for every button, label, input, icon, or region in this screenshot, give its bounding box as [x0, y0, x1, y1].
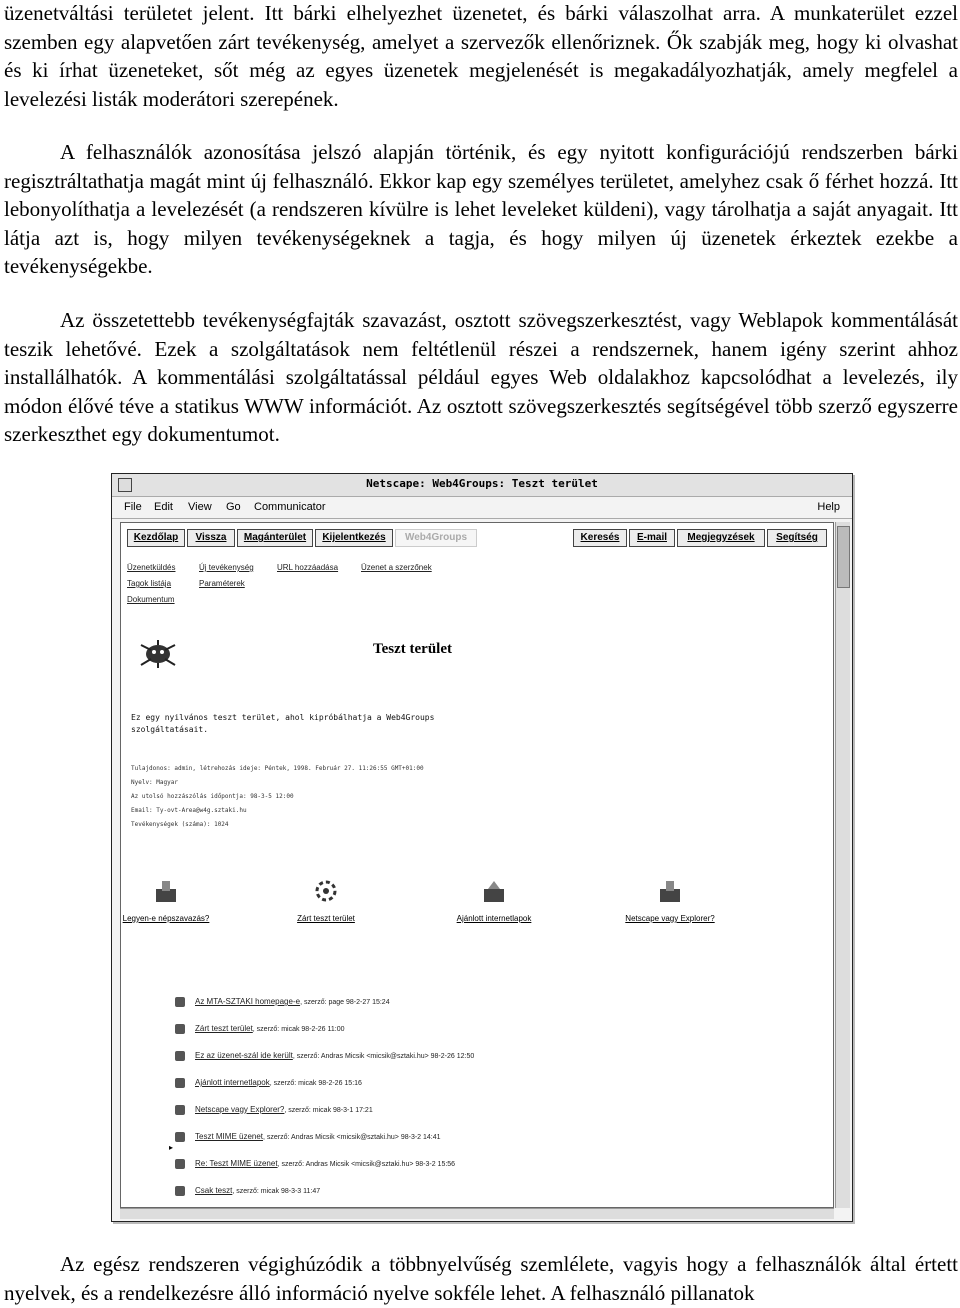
recommended-pages-icon — [480, 879, 508, 903]
nav-back-button: Vissza — [187, 529, 235, 547]
nav-email-button: E-mail — [629, 529, 675, 547]
icon-browser-poll-label: Netscape vagy Explorer? — [625, 914, 715, 923]
window-titlebar — [112, 474, 852, 497]
message-icon — [175, 1078, 185, 1088]
icon-recommended-pages — [419, 879, 569, 923]
meta-last-post: Az utolsó hozzászólás időpontja: 98-3-5 12:00 — [131, 793, 294, 800]
meta-activity-count: Tevékenységek (száma): 1024 — [131, 821, 229, 828]
thread-link: Ez az üzenet-szál ide került — [195, 1051, 293, 1060]
paragraph-4: Az egész rendszeren végighúzódik a többnyelvűség szemlélete, vagyis hogy a felhasználók által értett nyelvek, és a rendelkezésre álló információ nyelve sokféle lehet. A felhasználó pillanatok — [4, 1252, 958, 1305]
thread-link: Ajánlott internetlapok — [195, 1078, 270, 1087]
meta-email: Email: Ty-ovt-Area@w4g.sztaki.hu — [131, 807, 247, 814]
thread-row — [175, 1132, 441, 1142]
menu-communicator: Communicator — [254, 501, 326, 513]
message-icon — [175, 1159, 185, 1169]
thread-meta: , szerző: Andras Micsik <micsik@sztaki.hu> 98-3-2 15:56 — [277, 1161, 456, 1168]
nav-logout-button: Kijelentkezés — [315, 529, 393, 547]
thread-link: Csak teszt — [195, 1186, 233, 1195]
browser-screenshot — [111, 473, 853, 1222]
thread-row — [175, 1159, 455, 1169]
menubar — [112, 498, 852, 519]
sublink-add-url: URL hozzáadása — [277, 563, 339, 572]
thread-meta: , szerző: Andras Micsik <micsik@sztaki.hu> 98-3-2 14:41 — [263, 1134, 441, 1141]
window-title: Netscape: Web4Groups: Teszt terület — [366, 477, 598, 490]
sublink-message-to-author: Üzenet a szerzőnek — [361, 563, 432, 572]
paragraph-1: üzenetváltási területet jelent. Itt bárki elhelyezhet üzenetet, és bárki válaszolhat arra. A munkaterület ezzel szemben egy alapvetően zárt tevékenység, amelyet a szervezők ellenőriznek. Ők szabják meg, hogy ki olvashat és ki írhat üzeneteket, sőt még az egyes üzenetek megjelenését is megakadályozhatják, amely megfelel a levelezési listák moderátori szerepének. — [4, 1, 958, 111]
ballot-box-icon — [152, 879, 180, 903]
icon-browser-poll — [595, 879, 745, 923]
page-heading: Teszt terület — [373, 641, 452, 657]
horizontal-scrollbar — [120, 1208, 834, 1219]
nav-search-button: Keresés — [573, 529, 627, 547]
sublink-new-activity: Új tevékenység — [199, 563, 254, 572]
icon-recommended-pages-label: Ajánlott internetlapok — [456, 914, 532, 923]
thread-row — [175, 997, 390, 1007]
menu-edit: Edit — [154, 501, 173, 513]
message-icon — [175, 997, 185, 1007]
menu-help: Help — [817, 501, 840, 513]
menu-view: View — [188, 501, 212, 513]
nav-private-area-button: Magánterület — [237, 529, 313, 547]
thread-row — [175, 1051, 474, 1061]
icon-vote-label: Legyen-e népszavazás? — [122, 914, 210, 923]
intro-line-2: szolgáltatásait. — [131, 725, 209, 734]
browser-poll-icon — [656, 879, 684, 903]
icon-closed-area-label: Zárt teszt terület — [297, 914, 355, 923]
thread-link: Az MTA-SZTAKI homepage-e — [195, 997, 301, 1006]
thread-link: Zárt teszt terület — [195, 1024, 253, 1033]
thread-meta: , szerző: page 98-2-27 15:24 — [300, 999, 390, 1006]
browser-content — [120, 522, 834, 1208]
thread-meta: , szerző: micak 98-2-26 15:16 — [269, 1080, 362, 1087]
thread-meta: , szerző: micak 98-3-1 17:21 — [284, 1107, 373, 1114]
message-icon — [175, 1186, 185, 1196]
nav-web4groups-button: Web4Groups — [395, 529, 477, 547]
paragraph-2: A felhasználók azonosítása jelszó alapján történik, és egy nyitott konfigurációjú rendszerben bárki regisztráltathatja magát mint új felhasználó. Ekkor kap egy személyes területet, amelyhez csak ő férhet hozzá. Itt lebonyolíthatja a levelezését (a rendszeren kívülre is lehet leveleket küldeni), vagy tárolhatja a saját anyagait. Itt látja azt is, hogy milyen tevékenységeknek a tagja, és hogy milyen új üzenetek érkeztek ezekbe a tevékenységekbe. — [4, 140, 958, 279]
web4groups-logo-icon — [139, 639, 177, 669]
message-icon — [175, 1051, 185, 1061]
intro-line-1: Ez egy nyilvános teszt terület, ahol kipróbálhatja a Web4Groups — [131, 713, 435, 722]
message-icon — [175, 1105, 185, 1115]
thread-link: Teszt MIME üzenet — [195, 1132, 264, 1141]
sublink-parameters: Paraméterek — [199, 579, 245, 588]
paragraph-3: Az összetettebb tevékenységfajták szavazást, osztott szövegszerkesztést, vagy Weblapok kommentálását teszik lehetővé. Ezek a szolgáltatások nem feltétlenül részei a rendszernek, hanem igény szerint ahhoz installálhatók. A kommentálási szolgáltatással például egyes Web oldalakhoz kapcsolódhat a levelezés, ily módon élővé téve a statikus WWW információt. Az osztott szövegszerkesztés segítségével több szerző egyszerre szerkeszthet egy dokumentumot. — [4, 308, 958, 447]
message-icon — [175, 1132, 185, 1142]
nav-help-button: Segítség — [767, 529, 827, 547]
icon-closed-area — [251, 879, 401, 923]
thread-link: Re: Teszt MIME üzenet — [195, 1159, 278, 1168]
thread-meta: , szerző: micak 98-2-26 11:00 — [252, 1026, 345, 1033]
thread-meta: , szerző: Andras Micsik <micsik@sztaki.hu> 98-2-26 12:50 — [292, 1053, 475, 1060]
sublink-member-list: Tagok listája — [127, 579, 172, 588]
icon-vote — [111, 879, 241, 923]
vertical-scrollbar — [835, 522, 850, 1208]
closed-area-icon — [312, 879, 340, 903]
meta-language: Nyelv: Magyar — [131, 779, 178, 786]
thread-row — [175, 1105, 373, 1115]
sublink-document: Dokumentum — [127, 595, 175, 604]
nav-notes-button: Megjegyzések — [677, 529, 765, 547]
sublink-send-message: Üzenetküldés — [127, 563, 176, 572]
thread-row — [175, 1078, 362, 1088]
thread-row — [175, 1024, 345, 1034]
message-icon — [175, 1024, 185, 1034]
vertical-scrollbar-thumb — [837, 526, 850, 588]
menu-go: Go — [226, 501, 241, 513]
thread-link: Netscape vagy Explorer? — [195, 1105, 285, 1114]
mouse-cursor-icon: ▸ — [169, 1143, 174, 1152]
menu-file: File — [124, 501, 142, 513]
thread-meta: , szerző: micak 98-3-3 11:47 — [232, 1188, 321, 1195]
nav-home-button: Kezdőlap — [127, 529, 185, 547]
thread-row — [175, 1186, 320, 1196]
meta-owner: Tulajdonos: admin, létrehozás ideje: Péntek, 1998. Február 27. 11:26:55 GMT+01:00 — [131, 765, 424, 772]
